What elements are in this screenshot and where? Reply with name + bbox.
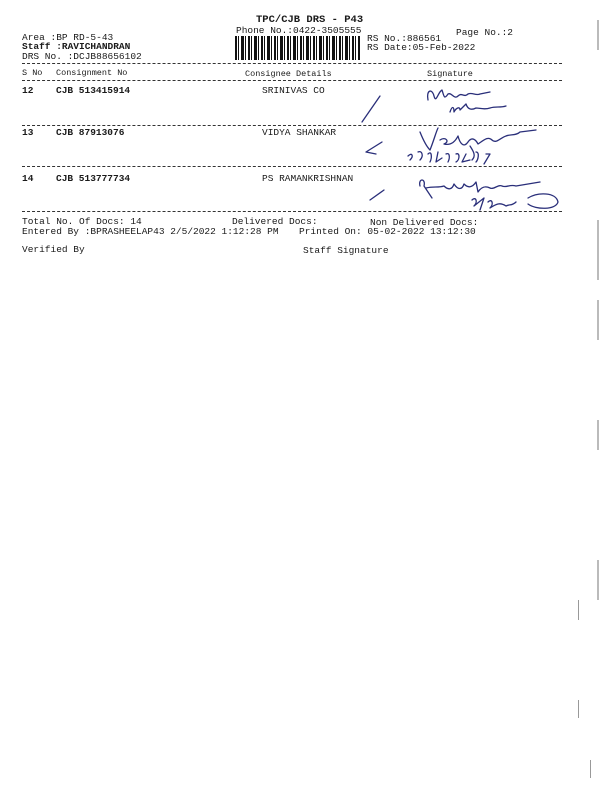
non-delivered-docs: Non Delivered Docs:	[370, 217, 479, 228]
divider	[22, 80, 562, 81]
row-sno: 14	[22, 173, 34, 184]
area-label: Area :BP RD-5-43	[22, 32, 114, 43]
row-sno: 13	[22, 127, 34, 138]
row-consignee: SRINIVAS CO	[262, 85, 325, 96]
scan-edge-line	[597, 420, 599, 450]
printed-on: Printed On: 05-02-2022 13:12:30	[299, 226, 476, 237]
scan-speck	[578, 700, 579, 718]
rs-number: RS No.:886561	[367, 33, 442, 44]
divider	[22, 211, 562, 212]
col-consignee: Consignee Details	[245, 69, 332, 79]
phone-number: Phone No.:0422-3505555	[236, 25, 362, 36]
rs-date: RS Date:05-Feb-2022	[367, 42, 476, 53]
row-consignment: CJB 513777734	[56, 173, 131, 184]
divider	[22, 166, 562, 167]
total-docs: Total No. Of Docs: 14	[22, 216, 142, 227]
handwritten-signature-row13	[360, 122, 580, 172]
scan-edge-line	[597, 220, 599, 280]
divider	[22, 63, 562, 64]
col-signature: Signature	[427, 69, 473, 79]
scan-speck	[590, 760, 591, 778]
row-consignment: CJB 87913076	[56, 127, 125, 138]
scan-edge-line	[597, 560, 599, 600]
delivered-docs: Delivered Docs:	[232, 216, 318, 227]
scan-speck	[578, 600, 579, 620]
page-number: Page No.:2	[456, 27, 514, 38]
col-consignment: Consignment No	[56, 68, 128, 78]
drs-number: DRS No. :DCJB88656102	[22, 51, 142, 62]
entered-by: Entered By :BPRASHEELAP43 2/5/2022 1:12:28 PM	[22, 226, 279, 237]
barcode-image	[235, 36, 360, 60]
staff-signature-label: Staff Signature	[303, 245, 389, 256]
col-sno: S No	[22, 68, 43, 78]
row-sno: 12	[22, 85, 34, 96]
scan-edge-line	[597, 20, 599, 50]
document-title: TPC/CJB DRS - P43	[256, 14, 364, 26]
row-consignment: CJB 513415914	[56, 85, 131, 96]
row-consignee: VIDYA SHANKAR	[262, 127, 337, 138]
row-consignee: PS RAMANKRISHNAN	[262, 173, 354, 184]
staff-label: Staff :RAVICHANDRAN	[22, 41, 131, 52]
scan-edge-line	[597, 300, 599, 340]
verified-by-label: Verified By	[22, 244, 85, 255]
